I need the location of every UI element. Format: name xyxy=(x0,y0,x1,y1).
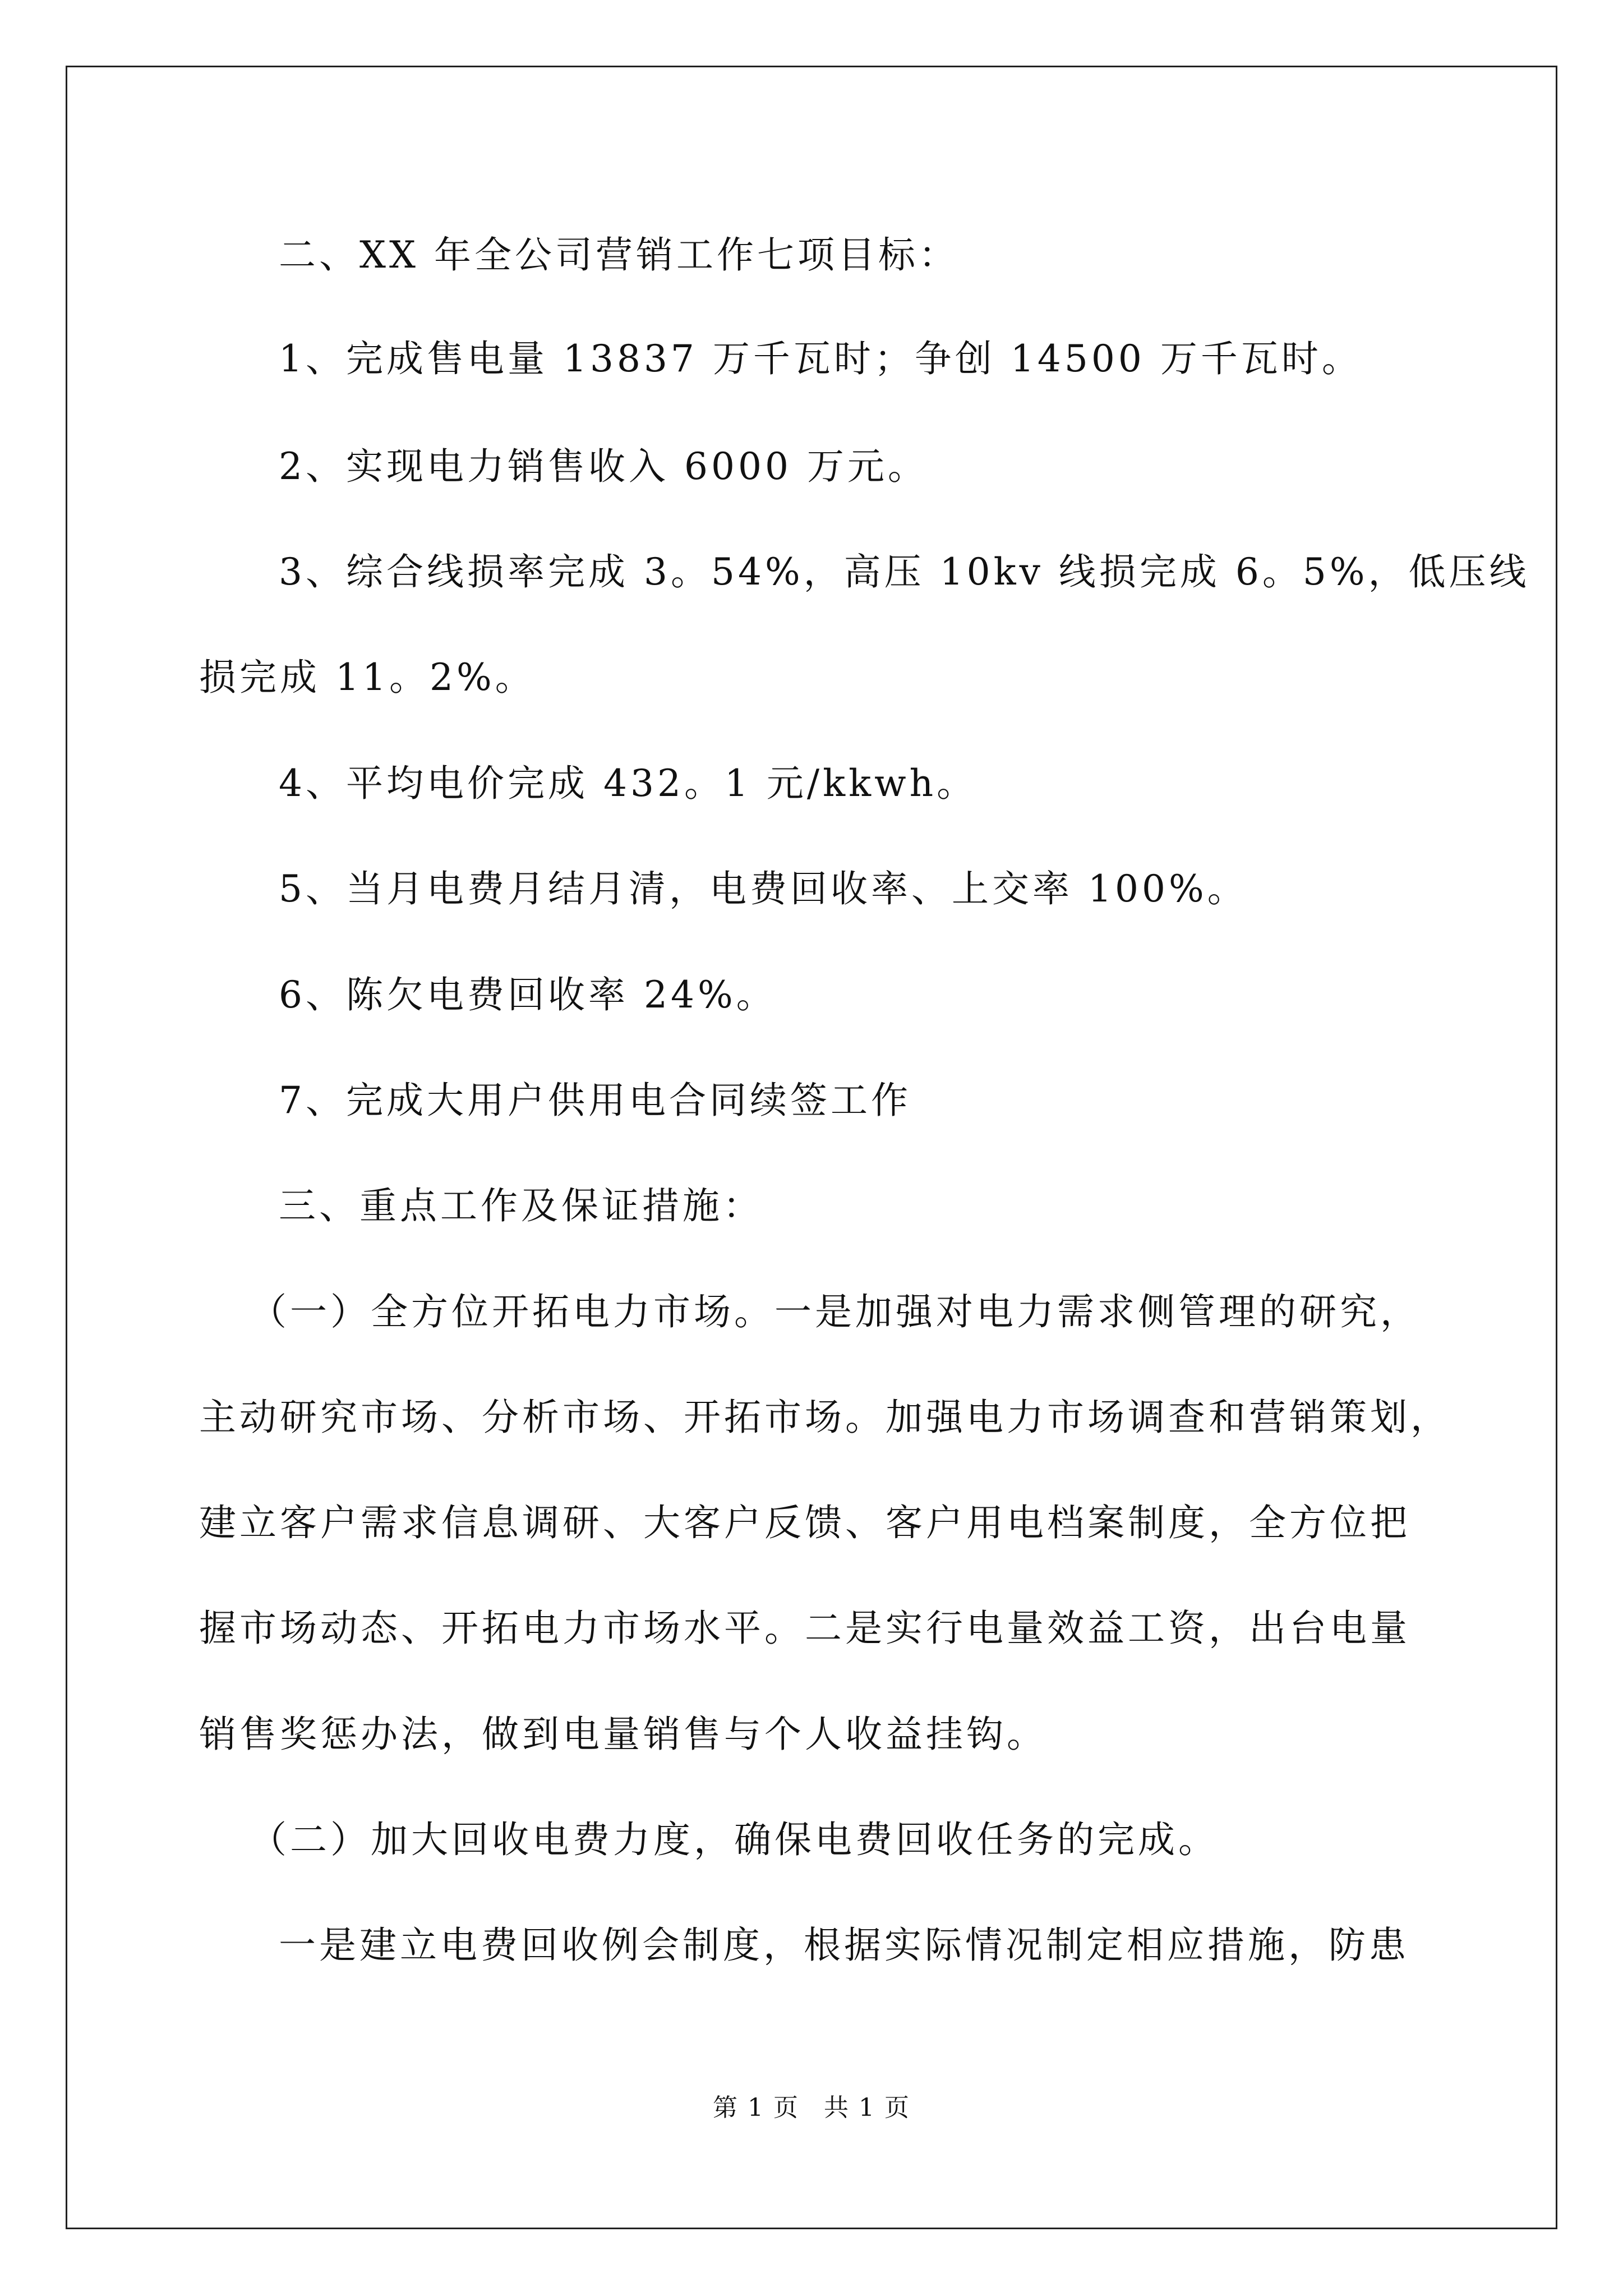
page-footer xyxy=(0,2091,1623,2125)
paragraph-one-line-2: 主动研究市场、分析市场、开拓市场。加强电力市场调查和营销策划， xyxy=(199,1396,1451,1439)
goal-item-7: 7、完成大用户供用电合同续签工作 xyxy=(279,1079,911,1122)
page-number: 第 1 页 xyxy=(713,2093,799,2122)
goal-item-1: 1、完成售电量 13837 万千瓦时；争创 14500 万千瓦时。 xyxy=(279,337,1362,380)
paragraph-one-line-4: 握市场动态、开拓电力市场水平。二是实行电量效益工资，出台电量 xyxy=(199,1607,1410,1650)
paragraph-one-line-3: 建立客户需求信息调研、大客户反馈、客户用电档案制度，全方位把 xyxy=(199,1501,1410,1544)
paragraph-one-line-1: （一）全方位开拓电力市场。一是加强对电力需求侧管理的研究， xyxy=(250,1290,1421,1333)
page-total: 共 1 页 xyxy=(824,2093,910,2122)
goal-item-3-continued: 损完成 11。2%。 xyxy=(199,656,536,699)
heading-section-three: 三、重点工作及保证措施： xyxy=(279,1184,763,1227)
goal-item-5: 5、当月电费月结月清，电费回收率、上交率 100%。 xyxy=(279,867,1248,910)
goal-item-4: 4、平均电价完成 432。1 元/kkwh。 xyxy=(279,762,978,805)
paragraph-two-line-1: 一是建立电费回收例会制度，根据实际情况制定相应措施，防患 xyxy=(279,1924,1409,1967)
goal-item-6: 6、陈欠电费回收率 24%。 xyxy=(279,973,777,1016)
paragraph-two-heading: （二）加大回收电费力度，确保电费回收任务的完成。 xyxy=(250,1818,1219,1861)
heading-section-two: 二、XX 年全公司营销工作七项目标： xyxy=(279,233,959,277)
page-border xyxy=(66,66,1557,2229)
goal-item-2: 2、实现电力销售收入 6000 万元。 xyxy=(279,445,928,488)
goal-item-3: 3、综合线损率完成 3。54%，高压 10kv 线损完成 6。5%，低压线 xyxy=(279,550,1530,593)
paragraph-one-line-5: 销售奖惩办法，做到电量销售与个人收益挂钩。 xyxy=(199,1713,1047,1756)
